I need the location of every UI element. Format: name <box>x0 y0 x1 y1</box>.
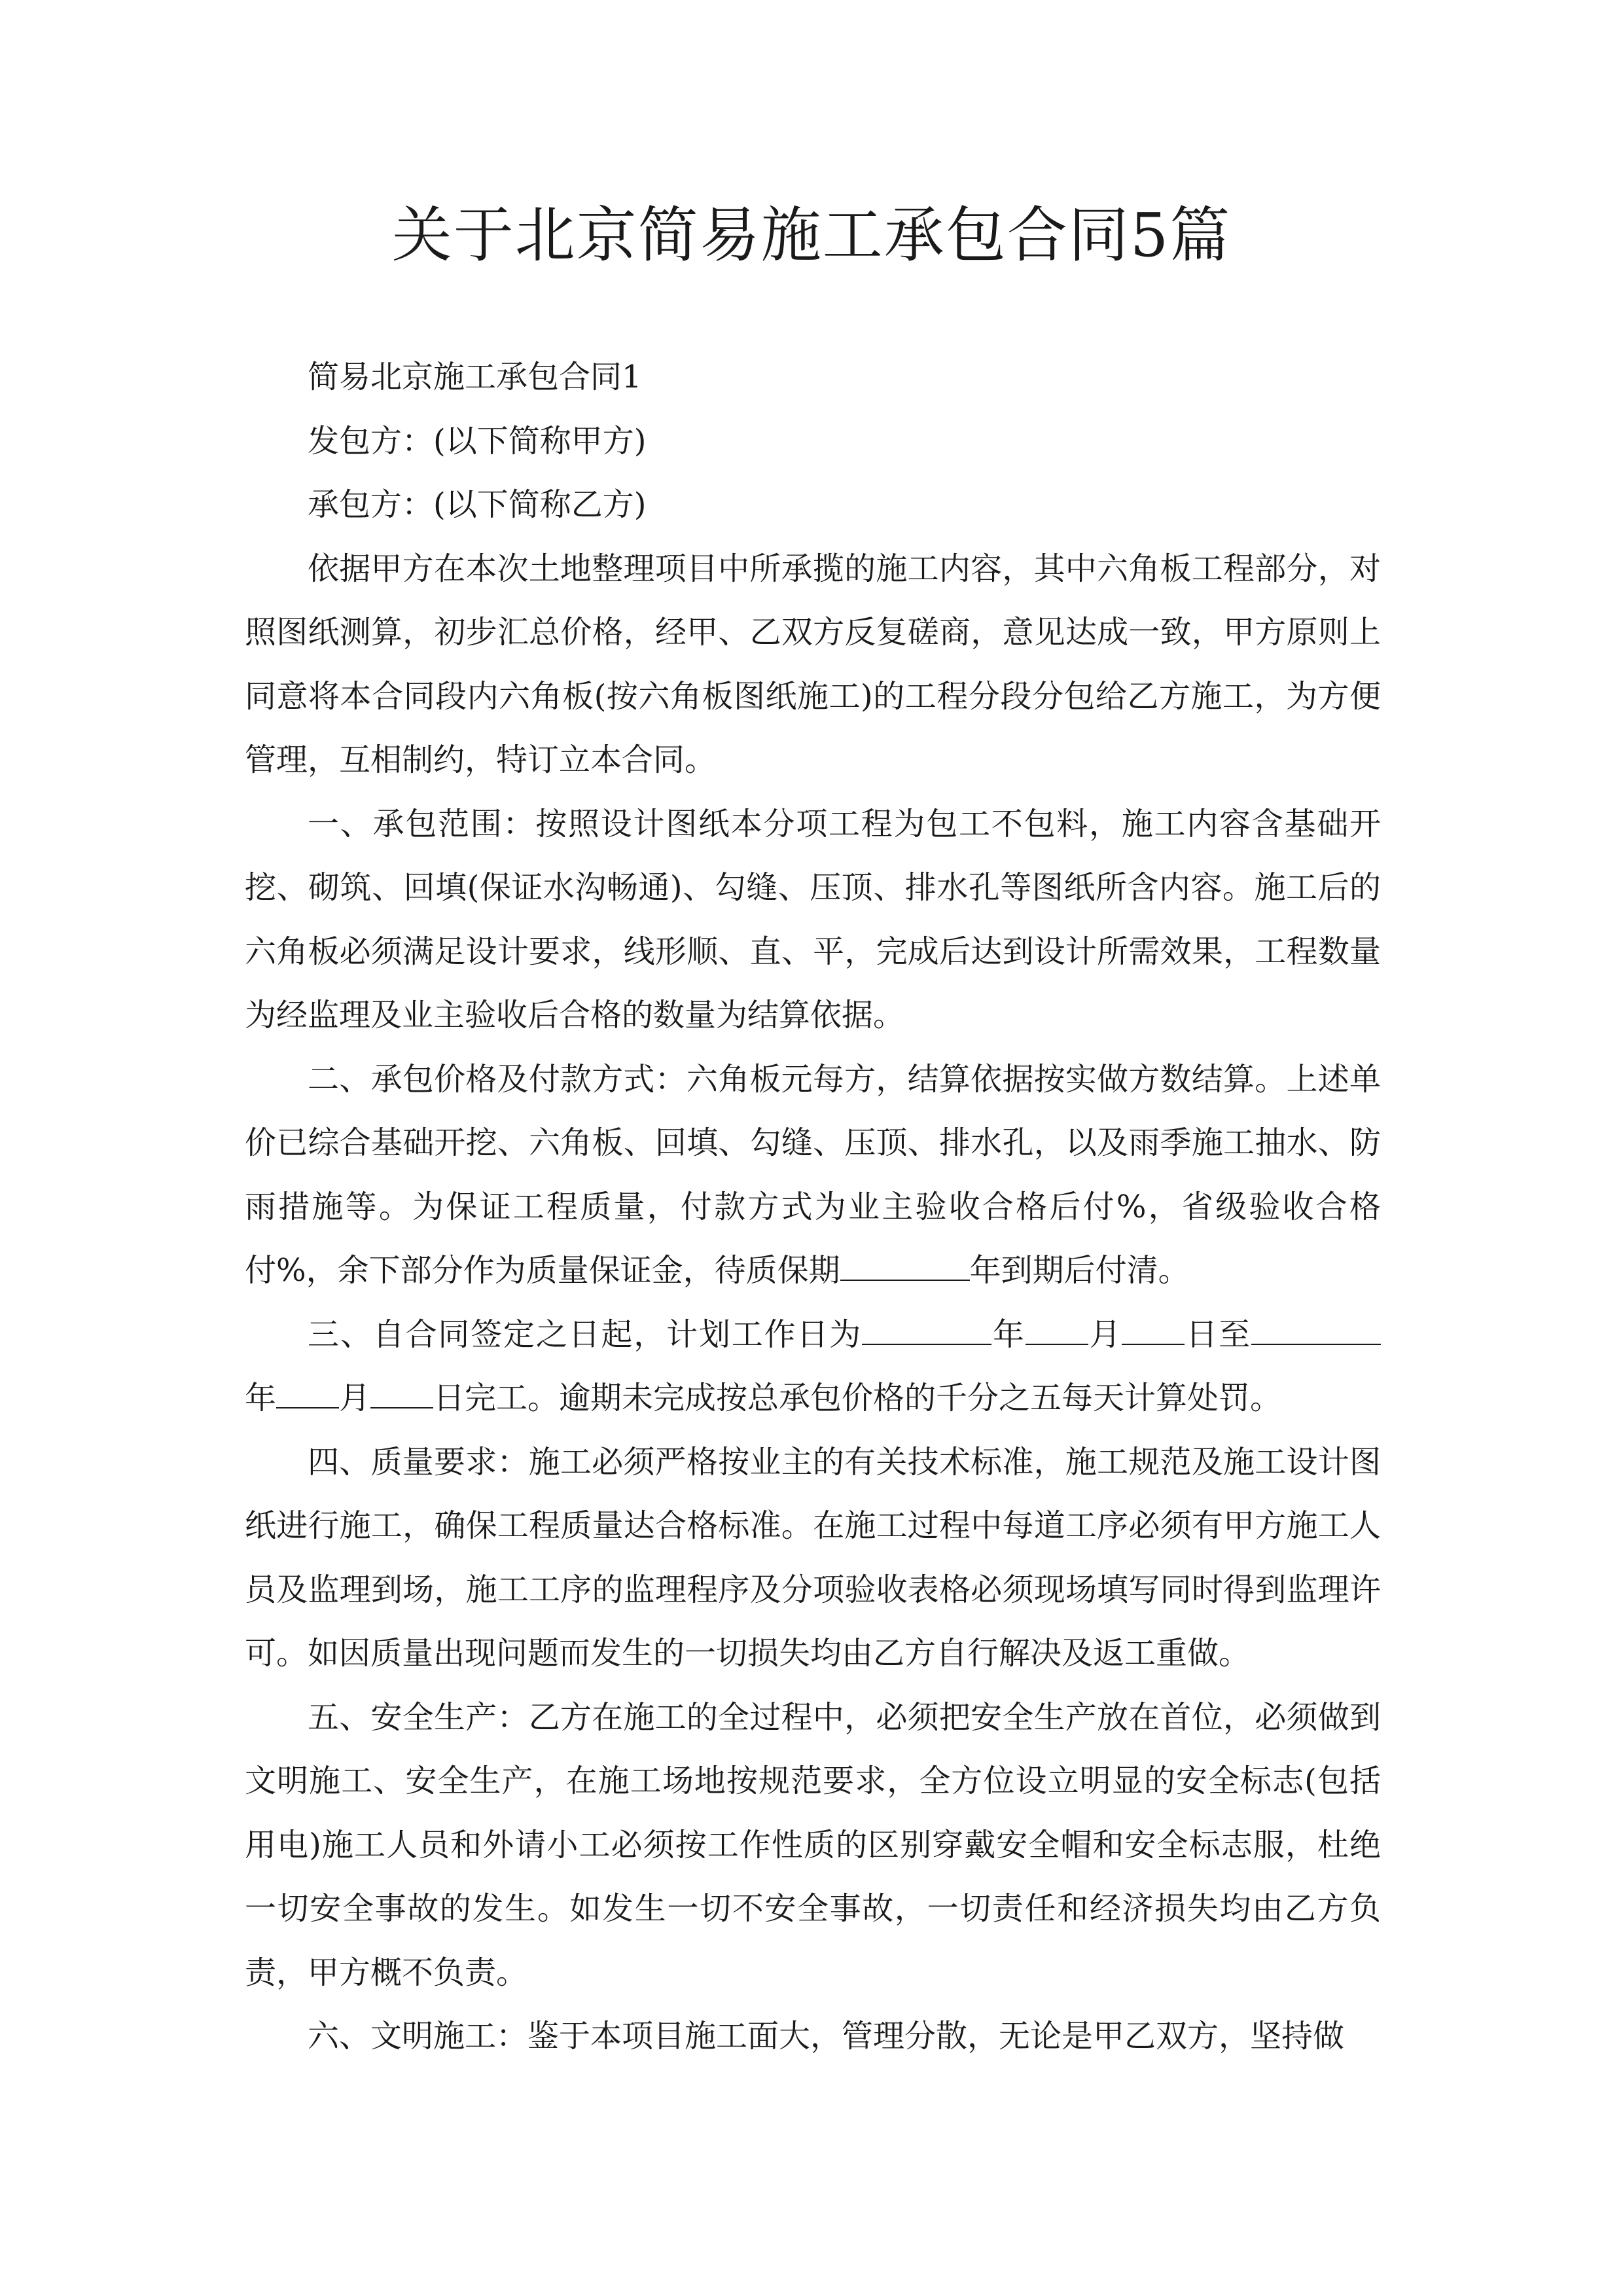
month-label: 月 <box>339 1380 371 1416</box>
year-label: 年 <box>245 1380 277 1416</box>
day-to-label: 日至 <box>1185 1316 1251 1353</box>
clause-price-end: 年到期后付清。 <box>969 1252 1190 1289</box>
end-day-blank <box>370 1381 433 1408</box>
start-day-blank <box>1122 1318 1185 1345</box>
document-title: 关于北京简易施工承包合同5篇 <box>391 200 1232 270</box>
clause-civilized-construction: 六、文明施工：鉴于本项目施工面大，管理分散，无论是甲乙双方，坚持做 <box>308 2018 1345 2054</box>
document-body <box>245 346 1381 2069</box>
intro-paragraph: 依据甲方在本次土地整理项目中所承揽的施工内容，其中六角板工程部分，对照图纸测算，初步汇总价格，经甲、乙双方反复磋商，意见达成一致，甲方原则上同意将本合同段内六角板(按六角板图纸施工)的工程分段分包给乙方施工，为方便管理，互相制约，特订立本合同。 <box>245 550 1381 778</box>
start-year-blank <box>862 1318 991 1345</box>
contract-heading: 简易北京施工承包合同1 <box>308 359 642 395</box>
contractor-line: 承包方：(以下简称乙方) <box>308 486 647 523</box>
clause-schedule <box>245 1303 1381 1431</box>
clause-price-payment <box>245 1048 1381 1303</box>
clause-safety: 五、安全生产：乙方在施工的全过程中，必须把安全生产放在首位，必须做到文明施工、安全生产，在施工场地按规范要求，全方位设立明显的安全标志(包括用电)施工人员和外请小工必须按工作性质的区别穿戴安全帽和安全标志服，杜绝一切安全事故的发生。如发生一切不安全事故，一切责任和经济损失均由乙方负责，甲方概不负责。 <box>245 1698 1381 1991</box>
clause-scope: 一、承包范围：按照设计图纸本分项工程为包工不包料，施工内容含基础开挖、砌筑、回填(保证水沟畅通)、勾缝、压顶、排水孔等图纸所含内容。施工后的六角板必须满足设计要求，线形顺、直、平，完成后达到设计所需效果，工程数量为经监理及业主验收后合格的数量为结算依据。 <box>245 805 1381 1033</box>
end-month-blank <box>276 1381 339 1408</box>
schedule-text-end: 日完工。逾期未完成按总承包价格的千分之五每天计算处罚。 <box>433 1380 1282 1416</box>
month-label: 月 <box>1088 1316 1122 1353</box>
end-year-blank <box>1251 1318 1381 1345</box>
schedule-text-start: 三、自合同签定之日起，计划工作日为 <box>308 1316 863 1353</box>
start-month-blank <box>1026 1318 1088 1345</box>
clause-quality: 四、质量要求：施工必须严格按业主的有关技术标准，施工规范及施工设计图纸进行施工，确保工程质量达合格标准。在施工过程中每道工序必须有甲方施工人员及监理到场，施工工序的监理程序及分项验收表格必须现场填写同时得到监理许可。如因质量出现问题而发生的一切损失均由乙方自行解决及返工重做。 <box>245 1443 1381 1672</box>
employer-line: 发包方：(以下简称甲方) <box>308 422 647 459</box>
clause-price-text: 二、承包价格及付款方式：六角板元每方，结算依据按实做方数结算。上述单价已综合基础开挖、六角板、回填、勾缝、压顶、排水孔，以及雨季施工抽水、防雨措施等。为保证工程质量，付款方式为业主验收合格后付%，省级验收合格付%，余下部分作为质量保证金，待质保期 <box>245 1060 1381 1289</box>
year-label: 年 <box>991 1316 1026 1353</box>
warranty-years-blank <box>840 1253 970 1281</box>
